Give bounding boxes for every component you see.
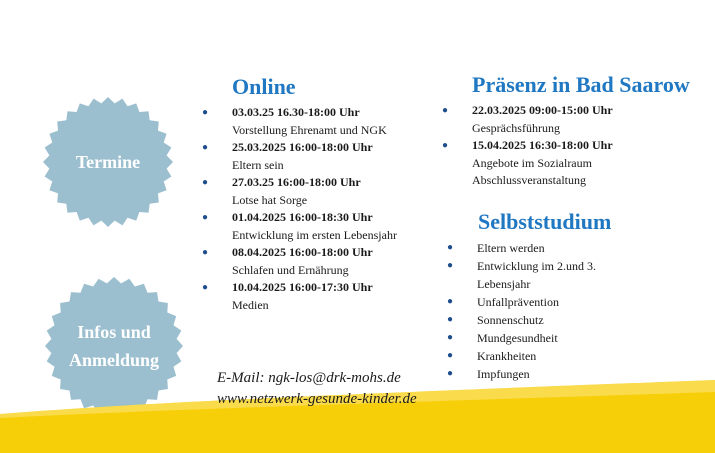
online-heading: Online [232, 74, 296, 99]
bullet-icon: ● [202, 247, 209, 258]
session-item [442, 102, 692, 137]
topic-label: Sonnenschutz [477, 313, 544, 327]
bullet-icon: ● [202, 142, 209, 153]
session-topic: Abschlussveranstaltung [472, 173, 586, 187]
topic-item [447, 239, 677, 257]
bullet-icon: ● [202, 107, 209, 118]
session-topic: Schlafen und Ernährung [232, 262, 349, 277]
topic-label: Unfallprävention [477, 295, 559, 309]
topic-item-continuation [477, 275, 677, 293]
session-date: 27.03.25 16:00-18:00 Uhr [232, 175, 361, 189]
selbststudium-topic-list [447, 239, 677, 383]
session-date: 15.04.2025 16:30-18:00 Uhr [472, 138, 613, 152]
topic-item [447, 347, 677, 365]
infos-label-line1: Infos und [77, 322, 151, 342]
session-topic: Gesprächsführung [472, 120, 560, 135]
session-date: 08.04.2025 16:00-18:00 Uhr [232, 245, 373, 259]
session-date: 01.04.2025 16:00-18:30 Uhr [232, 210, 373, 224]
session-topic: Angebote im Sozialraum [472, 155, 592, 170]
session-date: 22.03.2025 09:00-15:00 Uhr [472, 103, 613, 117]
bullet-icon: ● [447, 296, 454, 307]
session-topic: Lotse hat Sorge [232, 192, 308, 207]
contact-block [217, 368, 417, 410]
session-item [202, 279, 432, 314]
praesenz-heading: Präsenz in Bad Saarow [472, 72, 690, 97]
praesenz-session-list [442, 102, 692, 190]
topic-label: Mundgesundheit [477, 331, 558, 345]
session-item [202, 174, 432, 209]
bullet-icon: ● [442, 105, 449, 116]
session-item [202, 104, 432, 139]
topic-label: Krankheiten [477, 349, 537, 363]
topic-item [447, 257, 677, 275]
bullet-icon: ● [202, 212, 209, 223]
bullet-icon: ● [447, 368, 454, 379]
bullet-icon: ● [202, 177, 209, 188]
topic-item [447, 329, 677, 347]
email-link[interactable]: E-Mail: ngk-los@drk-mohs.de [217, 370, 401, 386]
bullet-icon: ● [447, 242, 454, 253]
termine-badge [42, 96, 174, 228]
bullet-icon: ● [442, 140, 449, 151]
topic-item [447, 293, 677, 311]
session-item [202, 209, 432, 244]
session-item [202, 139, 432, 174]
topic-label: Eltern werden [477, 241, 545, 255]
topic-label: Impfungen [477, 367, 530, 381]
website-link[interactable]: www.netzwerk-gesunde-kinder.de [217, 391, 417, 407]
session-date: 10.04.2025 16:00-17:30 Uhr [232, 280, 373, 294]
infos-label-line2: Anmeldung [68, 350, 160, 370]
topic-item [447, 365, 677, 383]
termine-label: Termine [75, 152, 141, 172]
selbststudium-heading: Selbststudium [478, 209, 612, 234]
session-item [442, 137, 692, 190]
session-date: 03.03.25 16.30-18:00 Uhr [232, 105, 360, 119]
topic-label: Lebensjahr [477, 277, 531, 291]
bullet-icon: ● [447, 332, 454, 343]
bullet-icon: ● [202, 282, 209, 293]
session-topic: Vorstellung Ehrenamt und NGK [232, 122, 387, 137]
session-date: 25.03.2025 16:00-18:00 Uhr [232, 140, 373, 154]
online-session-list [202, 104, 432, 314]
bullet-icon: ● [447, 260, 454, 271]
session-topic: Eltern sein [232, 157, 284, 172]
topic-label: Entwicklung im 2.und 3. [477, 259, 596, 273]
topic-item [447, 311, 677, 329]
session-item [202, 244, 432, 279]
session-topic: Medien [232, 297, 269, 312]
session-topic: Entwicklung im ersten Lebensjahr [232, 227, 397, 242]
bullet-icon: ● [447, 314, 454, 325]
bullet-icon: ● [447, 350, 454, 361]
